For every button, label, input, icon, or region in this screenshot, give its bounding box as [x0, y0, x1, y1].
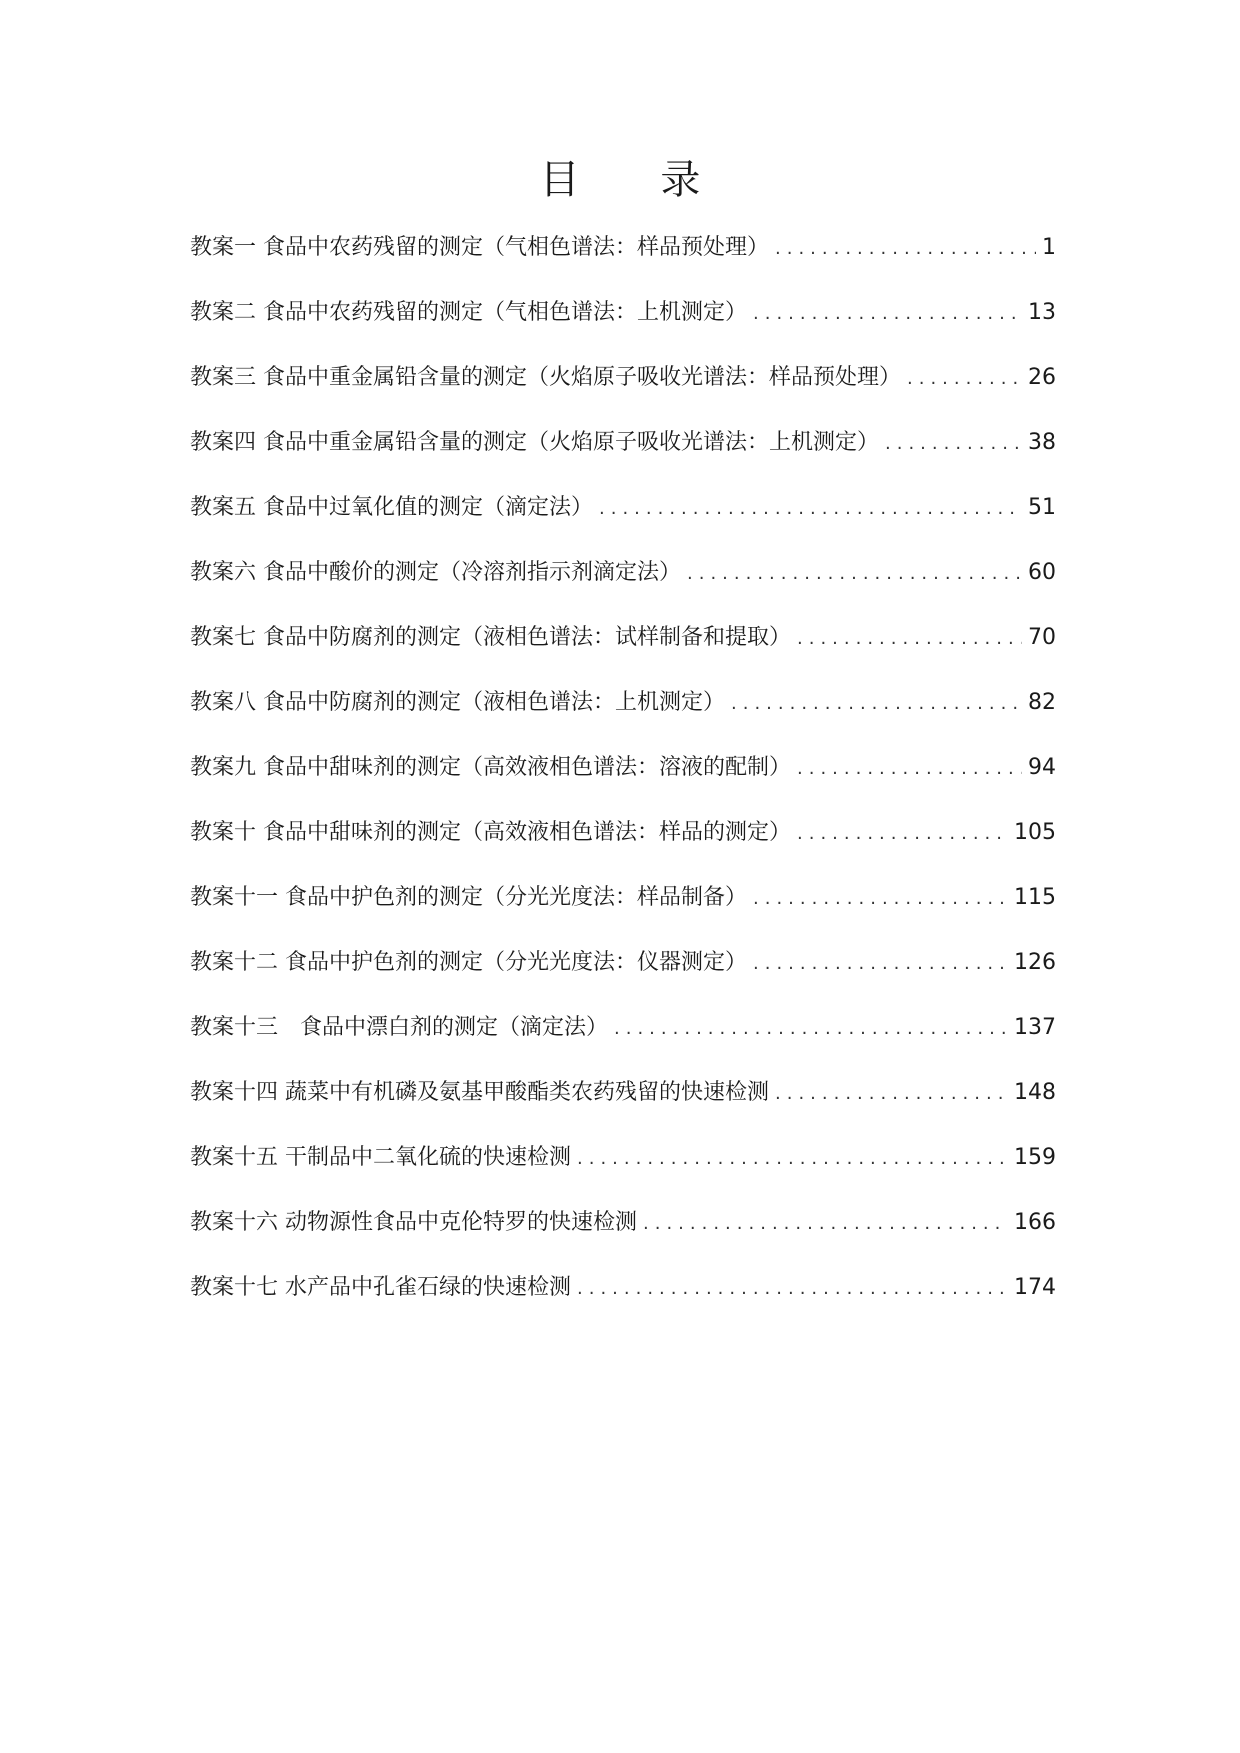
toc-entry[interactable] [190, 1136, 1056, 1201]
toc-entry-label: 教案四 食品中重金属铅含量的测定（火焰原子吸收光谱法：上机测定） [190, 430, 879, 455]
toc-entry-page: 137 [1014, 1015, 1056, 1040]
toc-entry-page: 166 [1014, 1210, 1056, 1235]
toc-entry-page: 60 [1028, 560, 1056, 585]
toc-entry-page: 51 [1028, 495, 1056, 520]
toc-entry-label: 教案十三 食品中漂白剂的测定（滴定法） [190, 1015, 609, 1040]
dot-leader [753, 942, 1008, 986]
dot-leader [907, 357, 1022, 401]
toc-entry[interactable] [190, 486, 1056, 551]
toc-entry[interactable] [190, 1006, 1056, 1071]
toc-entry[interactable] [190, 876, 1056, 941]
toc-entry-label: 教案十五 干制品中二氧化硫的快速检测 [190, 1145, 571, 1170]
dot-leader [753, 877, 1008, 921]
toc-entry[interactable] [190, 1266, 1056, 1331]
toc-entry-page: 82 [1028, 690, 1056, 715]
toc-entry-label: 教案五 食品中过氧化值的测定（滴定法） [190, 495, 593, 520]
toc-entry[interactable] [190, 356, 1056, 421]
table-of-contents [190, 226, 1056, 1331]
toc-entry-page: 1 [1042, 235, 1056, 260]
dot-leader [731, 682, 1022, 726]
toc-entry-label: 教案三 食品中重金属铅含量的测定（火焰原子吸收光谱法：样品预处理） [190, 365, 901, 390]
toc-entry-page: 115 [1014, 885, 1056, 910]
dot-leader [577, 1267, 1008, 1311]
toc-entry-page: 159 [1014, 1145, 1056, 1170]
toc-entry[interactable] [190, 941, 1056, 1006]
toc-entry[interactable] [190, 551, 1056, 616]
toc-entry[interactable] [190, 226, 1056, 291]
toc-entry-page: 126 [1014, 950, 1056, 975]
dot-leader [775, 1072, 1008, 1116]
toc-entry[interactable] [190, 421, 1056, 486]
dot-leader [614, 1007, 1008, 1051]
dot-leader [797, 747, 1022, 791]
toc-entry[interactable] [190, 291, 1056, 356]
toc-entry-label: 教案十 食品中甜味剂的测定（高效液相色谱法：样品的测定） [190, 820, 791, 845]
toc-entry-label: 教案八 食品中防腐剂的测定（液相色谱法：上机测定） [190, 690, 725, 715]
toc-entry-label: 教案九 食品中甜味剂的测定（高效液相色谱法：溶液的配制） [190, 755, 791, 780]
toc-entry-page: 148 [1014, 1080, 1056, 1105]
dot-leader [797, 617, 1022, 661]
dot-leader [775, 227, 1036, 271]
toc-entry[interactable] [190, 681, 1056, 746]
toc-entry[interactable] [190, 811, 1056, 876]
dot-leader [577, 1137, 1008, 1181]
toc-entry-page: 70 [1028, 625, 1056, 650]
toc-entry-label: 教案一 食品中农药残留的测定（气相色谱法：样品预处理） [190, 235, 769, 260]
toc-entry-label: 教案十二 食品中护色剂的测定（分光光度法：仪器测定） [190, 950, 747, 975]
toc-entry-label: 教案十七 水产品中孔雀石绿的快速检测 [190, 1275, 571, 1300]
toc-entry-label: 教案十一 食品中护色剂的测定（分光光度法：样品制备） [190, 885, 747, 910]
toc-entry-page: 94 [1028, 755, 1056, 780]
dot-leader [643, 1202, 1008, 1246]
toc-entry-label: 教案六 食品中酸价的测定（冷溶剂指示剂滴定法） [190, 560, 681, 585]
toc-entry-page: 13 [1028, 300, 1056, 325]
toc-entry-page: 38 [1028, 430, 1056, 455]
toc-entry[interactable] [190, 1201, 1056, 1266]
toc-entry-page: 105 [1014, 820, 1056, 845]
dot-leader [599, 487, 1022, 531]
toc-entry-page: 174 [1014, 1275, 1056, 1300]
dot-leader [687, 552, 1022, 596]
toc-entry-label: 教案十四 蔬菜中有机磷及氨基甲酸酯类农药残留的快速检测 [190, 1080, 769, 1105]
toc-entry[interactable] [190, 746, 1056, 811]
toc-entry-label: 教案二 食品中农药残留的测定（气相色谱法：上机测定） [190, 300, 747, 325]
toc-entry-page: 26 [1028, 365, 1056, 390]
dot-leader [753, 292, 1022, 336]
dot-leader [885, 422, 1022, 466]
toc-entry[interactable] [190, 1071, 1056, 1136]
toc-entry-label: 教案十六 动物源性食品中克伦特罗的快速检测 [190, 1210, 637, 1235]
toc-entry[interactable] [190, 616, 1056, 681]
dot-leader [797, 812, 1008, 856]
toc-entry-label: 教案七 食品中防腐剂的测定（液相色谱法：试样制备和提取） [190, 625, 791, 650]
page-title: 目 录 [539, 157, 735, 203]
